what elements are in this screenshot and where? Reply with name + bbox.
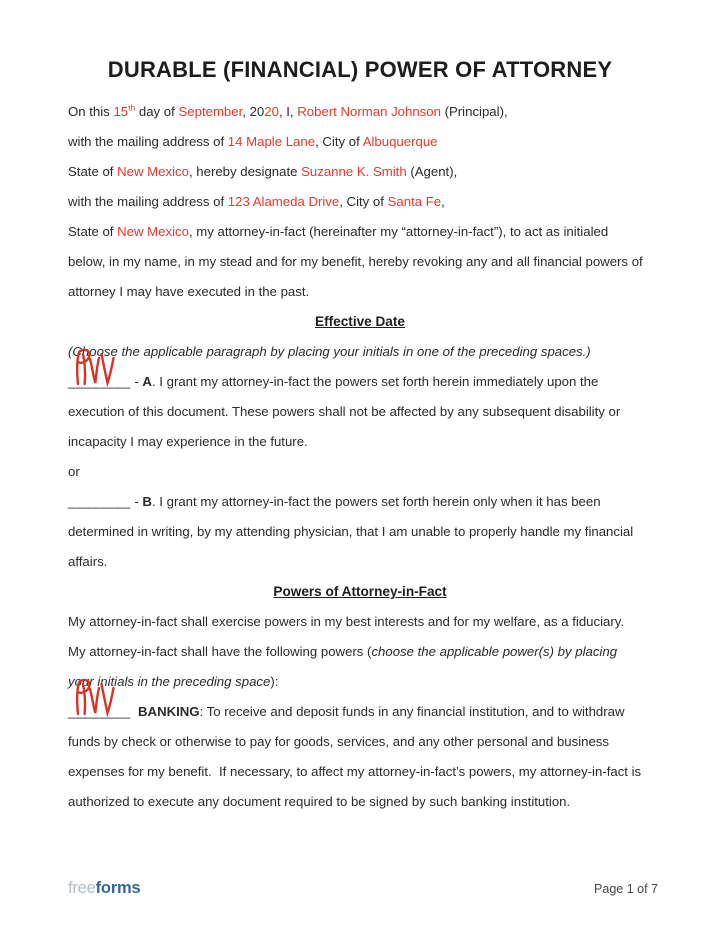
text-segment: Albuquerque xyxy=(362,134,438,149)
form-line xyxy=(68,127,652,157)
form-line xyxy=(68,337,652,367)
logo-text-free: free xyxy=(68,879,96,897)
form-line xyxy=(68,97,652,127)
text-segment: . I grant my attorney-in-fact the powers set forth herein immediately upon the xyxy=(151,374,599,389)
text-segment: New Mexico xyxy=(117,164,189,179)
text-segment: State of xyxy=(68,224,118,239)
page-indicator: Page 1 of 7 xyxy=(594,881,658,896)
document-title: DURABLE (FINANCIAL) POWER OF ATTORNEY xyxy=(107,57,613,82)
form-line xyxy=(68,277,652,307)
initials-scribble xyxy=(70,677,120,717)
text-segment: (Agent), xyxy=(406,164,458,179)
text-segment: choose the applicable power(s) by placing xyxy=(371,644,618,659)
text-segment: , my attorney-in-fact (hereinafter my “attorney-in-fact”), to act as initialed xyxy=(188,224,609,239)
document-body xyxy=(0,83,720,817)
text-segment: , City of xyxy=(315,134,363,149)
text-segment: affairs. xyxy=(68,554,108,569)
text-segment: A xyxy=(142,374,152,389)
initials-blank: ________ xyxy=(68,374,131,389)
text-segment: authorized to execute any document required to be signed by such banking institution. xyxy=(68,794,571,809)
text-segment: - xyxy=(130,374,143,389)
text-segment: day of xyxy=(135,104,179,119)
text-segment: execution of this document. These powers shall not be affected by any subsequent disability or xyxy=(68,404,621,419)
text-segment: , City of xyxy=(339,194,388,209)
text-segment: State of xyxy=(68,164,118,179)
section-heading xyxy=(68,307,652,337)
text-segment: New Mexico xyxy=(117,224,189,239)
initials-scribble xyxy=(70,347,120,387)
text-segment: attorney I may have executed in the past. xyxy=(68,284,310,299)
logo-text-forms: forms xyxy=(95,879,141,897)
text-segment: My attorney-in-fact shall have the following powers ( xyxy=(68,644,372,659)
text-segment: : To receive and deposit funds in any financial institution, and to withdraw xyxy=(199,704,625,719)
text-segment: - xyxy=(130,494,143,509)
form-line xyxy=(68,637,652,667)
text-segment: th xyxy=(128,102,136,113)
text-segment: 123 Alameda Drive xyxy=(227,194,340,209)
form-line xyxy=(68,667,652,697)
text-segment: My attorney-in-fact shall exercise powers in my best interests and for my welfare, as a fiduciary. xyxy=(68,614,625,629)
text-segment: with the mailing address of xyxy=(68,194,228,209)
text-segment: , hereby designate xyxy=(188,164,302,179)
text-segment: B xyxy=(142,494,152,509)
form-line xyxy=(68,727,652,757)
form-line xyxy=(68,247,652,277)
freeforms-logo xyxy=(68,879,140,898)
text-segment: Santa Fe xyxy=(387,194,442,209)
form-line xyxy=(68,367,652,397)
page-footer xyxy=(68,879,658,898)
form-line xyxy=(68,517,652,547)
form-line xyxy=(68,787,652,817)
form-line xyxy=(68,187,652,217)
text-segment: . I grant my attorney-in-fact the powers set forth herein only when it has been xyxy=(151,494,601,509)
text-segment: with the mailing address of xyxy=(68,134,228,149)
form-line xyxy=(68,547,652,577)
section-heading xyxy=(68,577,652,607)
text-segment: (Choose the applicable paragraph by placing your initials in one of the preceding spaces.) xyxy=(68,344,591,359)
text-segment: ): xyxy=(270,674,279,689)
text-segment: On this xyxy=(68,104,114,119)
text-segment: determined in writing, by my attending physician, that I am unable to properly handle my financial xyxy=(68,524,634,539)
text-segment: , 20 xyxy=(242,104,265,119)
text-segment: or xyxy=(68,464,80,479)
form-line xyxy=(68,697,652,727)
section-heading-text: Powers of Attorney-in-Fact xyxy=(273,584,447,599)
text-segment: Robert Norman Johnson xyxy=(297,104,441,119)
text-segment: , I, xyxy=(278,104,298,119)
text-segment: 15 xyxy=(113,104,129,119)
text-segment: 20 xyxy=(264,104,279,119)
text-segment: your initials in the preceding space xyxy=(68,674,271,689)
text-segment: Suzanne K. Smith xyxy=(301,164,407,179)
text-segment: September xyxy=(178,104,243,119)
form-line xyxy=(68,457,652,487)
text-segment: below, in my name, in my stead and for my benefit, hereby revoking any and all financial powers of xyxy=(68,254,643,269)
form-line xyxy=(68,427,652,457)
text-segment: BANKING xyxy=(138,704,200,719)
text-segment: funds by check or otherwise to pay for goods, services, and any other personal and business xyxy=(68,734,609,749)
text-segment: 14 Maple Lane xyxy=(227,134,316,149)
form-line xyxy=(68,397,652,427)
form-line xyxy=(68,607,652,637)
text-segment xyxy=(131,704,138,719)
form-line xyxy=(68,157,652,187)
text-segment: expenses for my benefit. If necessary, to affect my attorney-in-fact’s powers, my attorney-in-fact is xyxy=(68,764,642,779)
form-line xyxy=(68,757,652,787)
form-line xyxy=(68,487,652,517)
form-line xyxy=(68,217,652,247)
initials-blank: ________ xyxy=(68,704,131,719)
initials-blank: ________ xyxy=(68,494,131,509)
text-segment: (Principal), xyxy=(440,104,508,119)
text-segment: incapacity I may experience in the future. xyxy=(68,434,308,449)
text-segment: , xyxy=(441,194,445,209)
section-heading-text: Effective Date xyxy=(315,314,405,329)
